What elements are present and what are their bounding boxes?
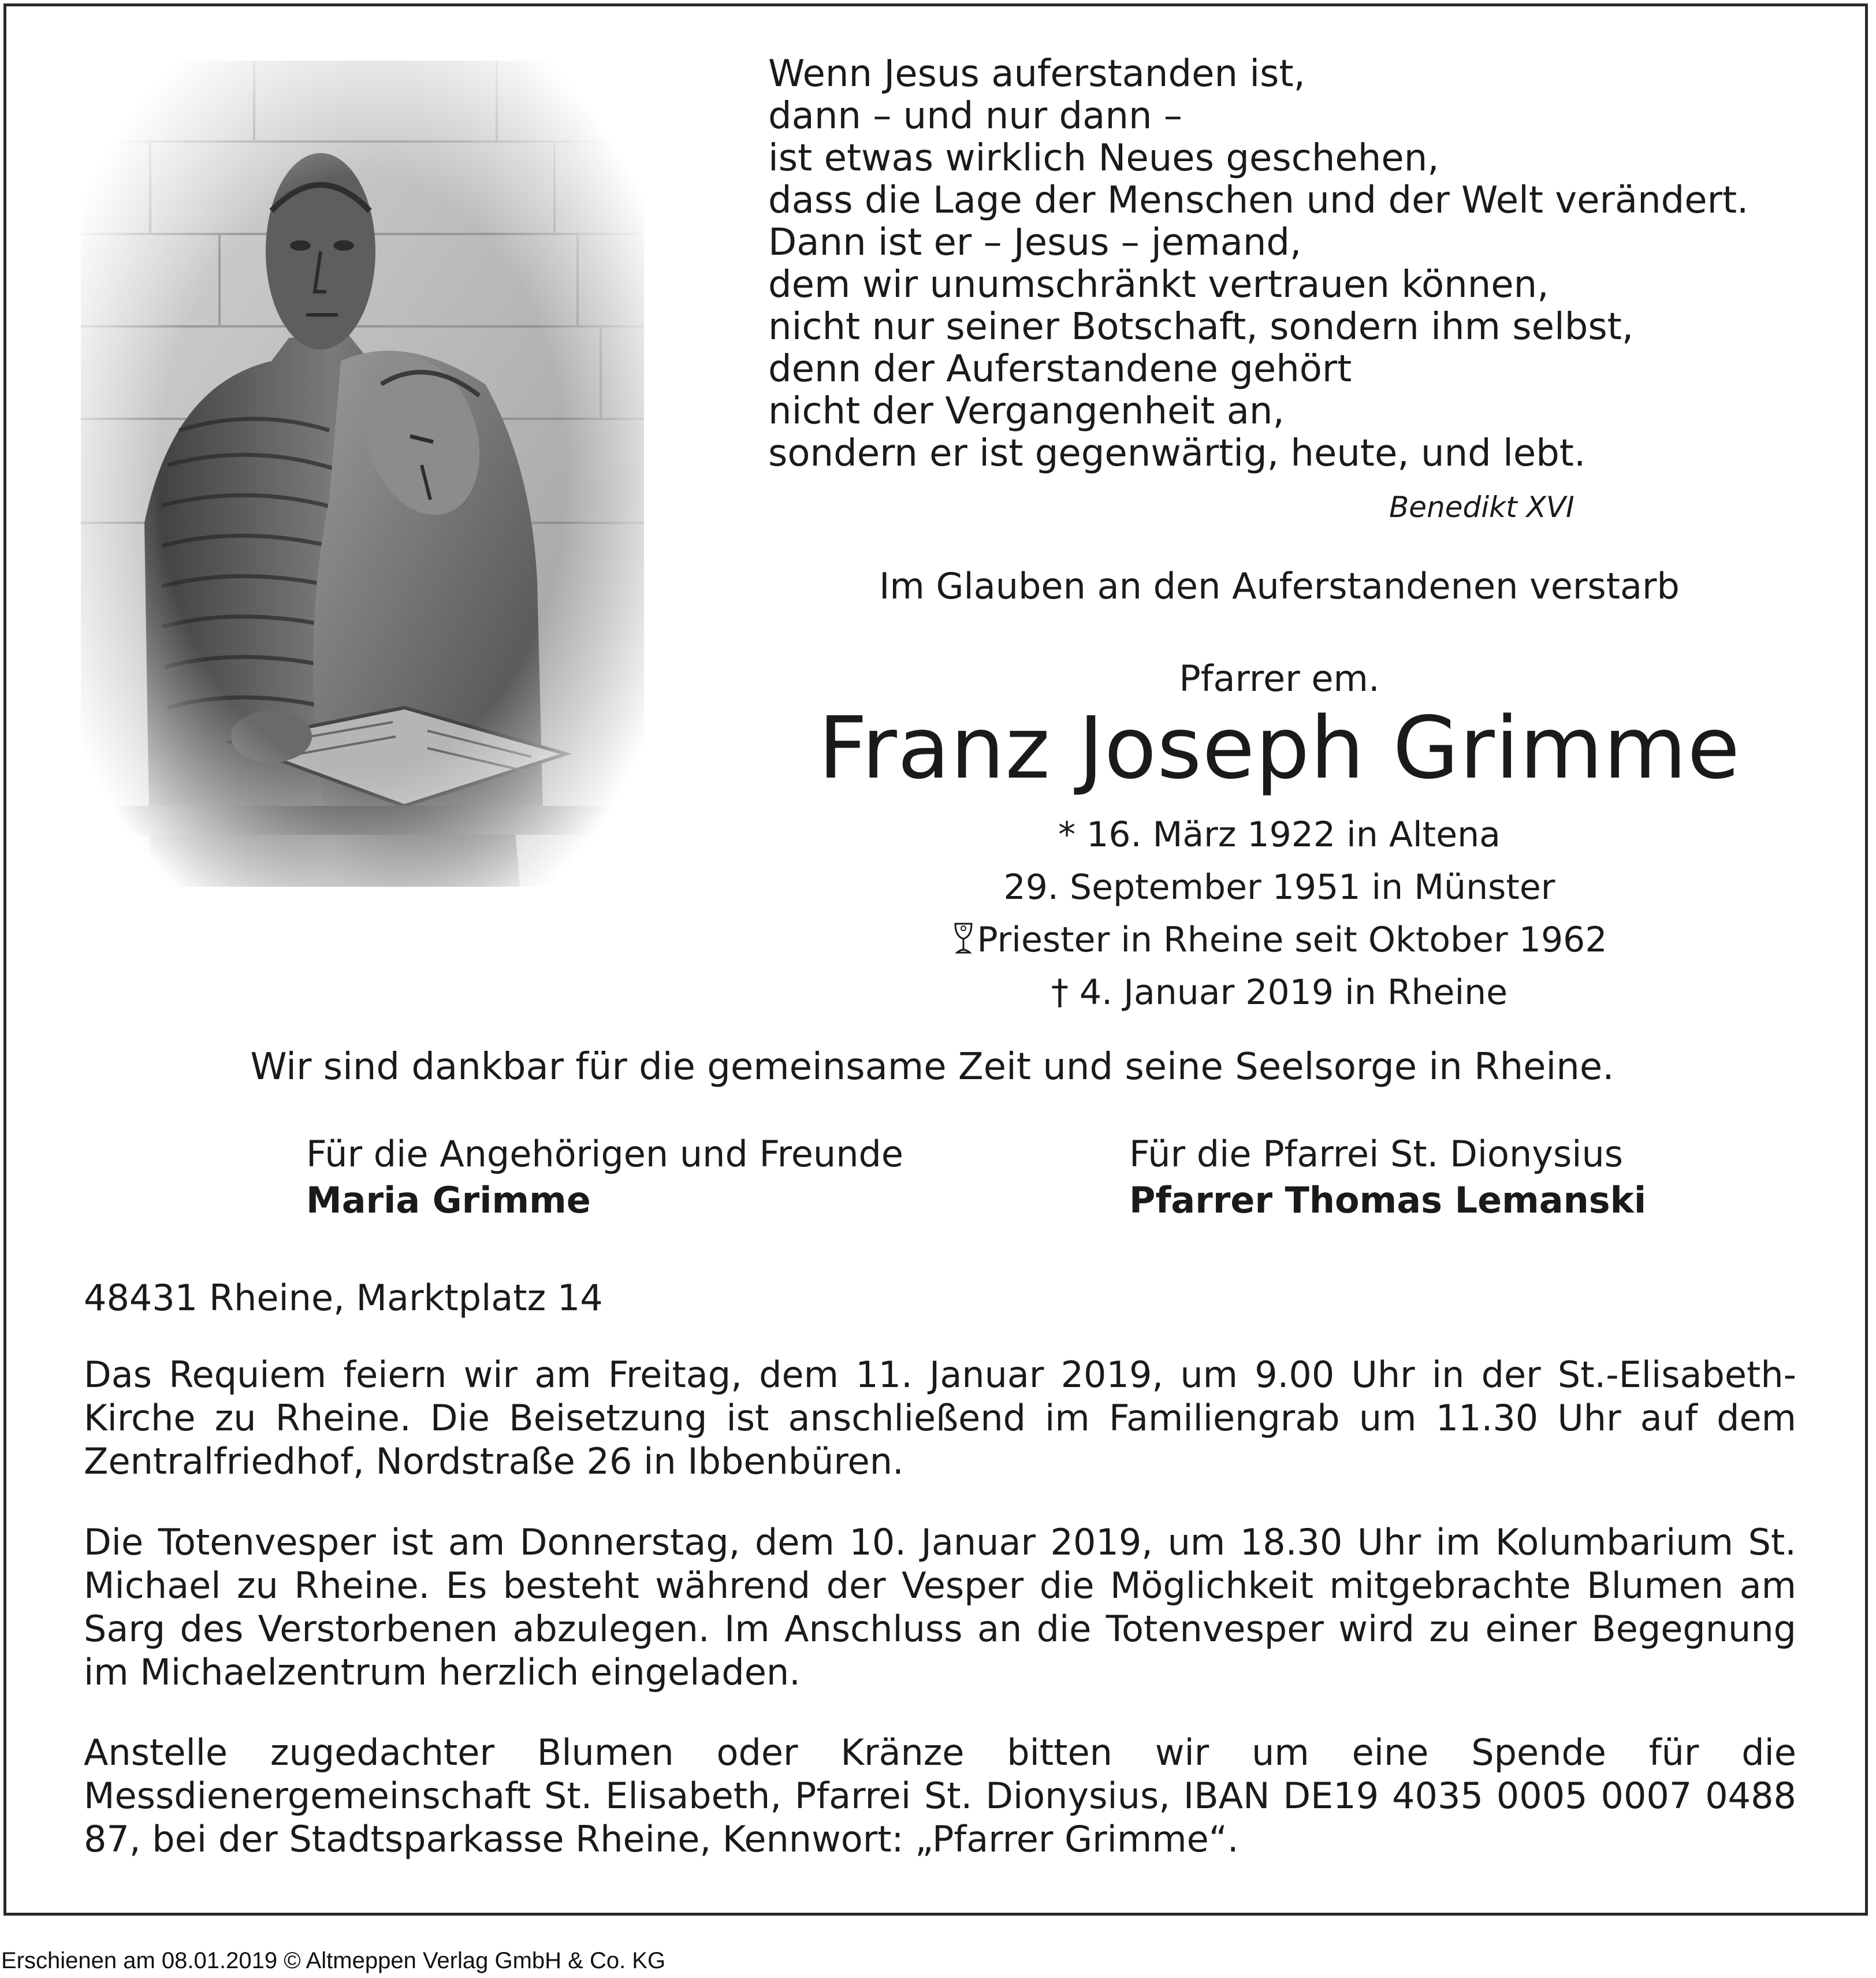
signature-name: Pfarrer Thomas Lemanski bbox=[1129, 1179, 1647, 1221]
poem-line: denn der Auferstandene gehört bbox=[768, 348, 1352, 391]
ordination-date: 29. September 1951 in Münster bbox=[1003, 867, 1555, 908]
thanks-line: Wir sind dankbar für die gemeinsame Zeit und seine Seelsorge in Rheine. bbox=[250, 1046, 1614, 1088]
address: 48431 Rheine, Marktplatz 14 bbox=[84, 1277, 603, 1319]
poem-line: nicht der Vergangenheit an, bbox=[768, 390, 1285, 433]
poem bbox=[768, 53, 1808, 524]
requiem-paragraph: Das Requiem feiern wir am Freitag, dem 11. Januar 2019, um 9.00 Uhr in der St.-Elisabeth-Kirche zu Rheine. Die Beisetzung ist anschließend im Familiengrab um 11.30 Uhr auf dem Zentralfriedhof, Nordstraße 26 in Ibbenbüren. bbox=[84, 1354, 1796, 1482]
poem-line: Dann ist er – Jesus – jemand, bbox=[768, 221, 1302, 264]
donation-paragraph: Anstelle zugedachter Blumen oder Kränze bitten wir um eine Spende für die Messdienergemeinschaft St. Elisabeth, Pfarrei St. Dionysius, IBAN DE19 4035 0005 0007 0488 87, bei der Stadtsparkasse Rheine, Kennwort: „Pfarrer Grimme“. bbox=[84, 1731, 1796, 1860]
poem-line: sondern er ist gegenwärtig, heute, und lebt. bbox=[768, 432, 1586, 475]
notice-intro: Im Glauben an den Auferstandenen verstarb bbox=[879, 565, 1680, 607]
priest-service bbox=[751, 914, 1808, 966]
priest-service-text: Priester in Rheine seit Oktober 1962 bbox=[977, 920, 1607, 960]
signature-name: Maria Grimme bbox=[306, 1179, 591, 1221]
poem-line: nicht nur seiner Botschaft, sondern ihm selbst, bbox=[768, 306, 1634, 348]
sculpture-photo bbox=[81, 61, 644, 887]
poem-line: dass die Lage der Menschen und der Welt verändert. bbox=[768, 179, 1749, 222]
poem-line: dem wir unumschränkt vertrauen können, bbox=[768, 263, 1549, 306]
poem-line: dann – und nur dann – bbox=[768, 95, 1182, 137]
life-dates bbox=[751, 809, 1808, 1019]
poem-line: ist etwas wirklich Neues geschehen, bbox=[768, 137, 1439, 180]
poem-line: Wenn Jesus auferstanden ist, bbox=[768, 53, 1305, 95]
signature-parish bbox=[1129, 1131, 1646, 1224]
death-date: † 4. Januar 2019 in Rheine bbox=[1051, 972, 1508, 1013]
signature-role: Für die Pfarrei St. Dionysius bbox=[1129, 1133, 1624, 1175]
signature-family bbox=[306, 1131, 903, 1224]
vespers-paragraph: Die Totenvesper ist am Donnerstag, dem 10. Januar 2019, um 18.30 Uhr im Kolumbarium St. Michael zu Rheine. Es besteht während der Vesper die Möglichkeit mitgebrachte Blumen am Sarg des Verstorbenen abzulegen. Im Anschluss an die Totenvesper wird zu einer Begegnung im Michaelzentrum herzlich eingeladen. bbox=[84, 1521, 1796, 1693]
signature-role: Für die Angehörigen und Freunde bbox=[306, 1133, 904, 1175]
birth-date: * 16. März 1922 in Altena bbox=[1058, 815, 1501, 855]
poem-author: Benedikt XVI bbox=[1389, 490, 1574, 524]
publication-footer: Erschienen am 08.01.2019 © Altmeppen Verlag GmbH & Co. KG bbox=[1, 1948, 666, 1973]
deceased-title: Pfarrer em. bbox=[1179, 657, 1380, 700]
chalice-icon bbox=[952, 917, 975, 952]
deceased-name: Franz Joseph Grimme bbox=[818, 698, 1741, 798]
